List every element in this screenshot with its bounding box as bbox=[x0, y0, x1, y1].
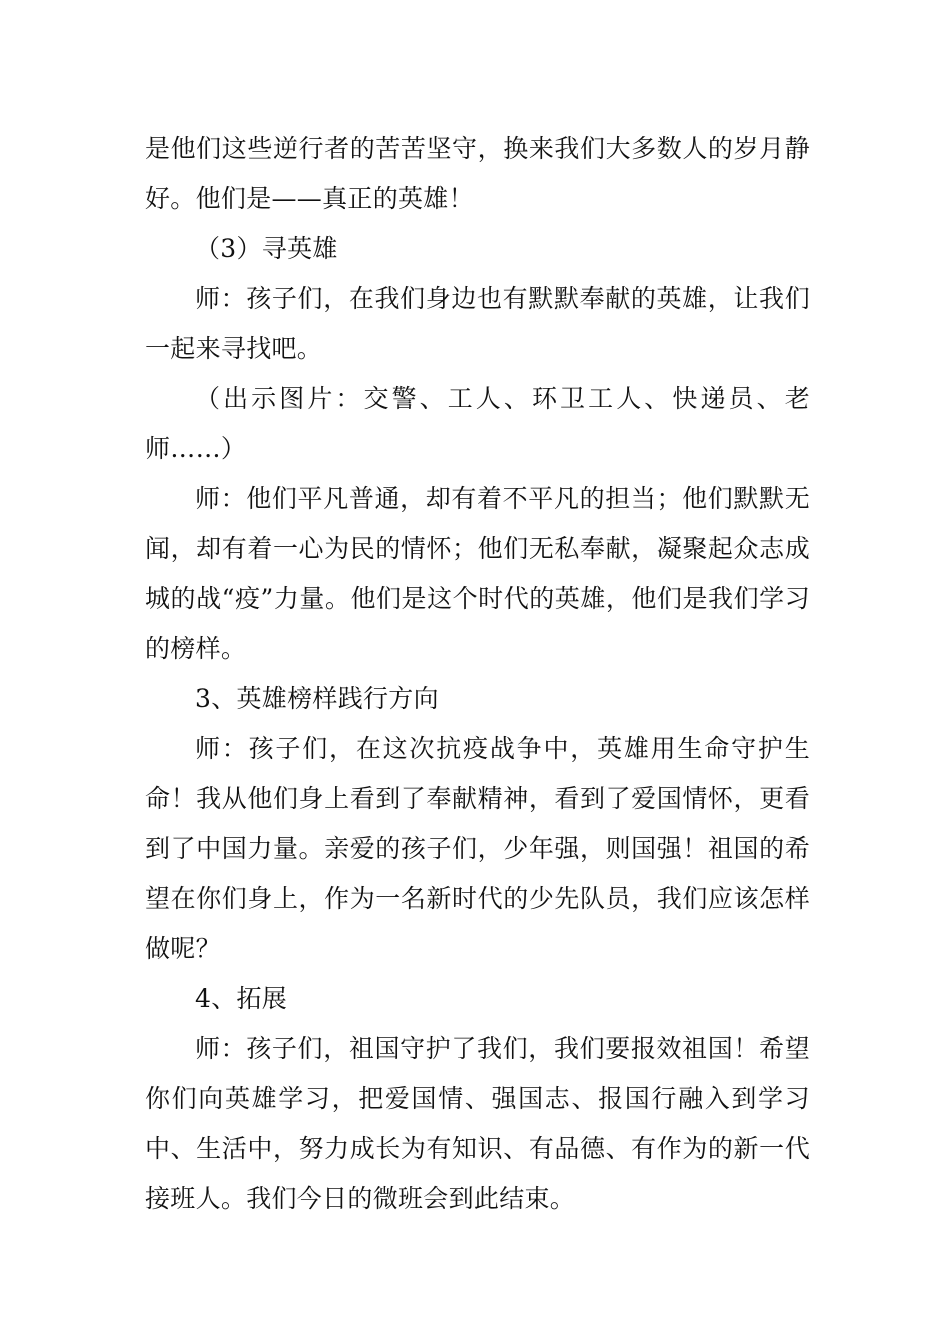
subheading-find-heroes: （3）寻英雄 bbox=[195, 234, 338, 263]
paragraph-show-pictures: （出示图片：交警、工人、环卫工人、快递员、老师……） bbox=[145, 384, 810, 463]
heading-section-3: 3、英雄榜样践行方向 bbox=[195, 684, 439, 713]
document-body bbox=[145, 124, 810, 1224]
paragraph-continuation: 是他们这些逆行者的苦苦坚守，换来我们大多数人的岁月静好。他们是——真正的英雄！ bbox=[145, 134, 810, 213]
paragraph-teacher-epidemic: 师：孩子们，在这次抗疫战争中，英雄用生命守护生命！我从他们身上看到了奉献精神，看到了爱国情怀，更看到了中国力量。亲爱的孩子们，少年强，则国强！祖国的希望在你们身上，作为一名新时代的少先队员，我们应该怎样做呢？ bbox=[145, 734, 810, 963]
paragraph-teacher-find: 师：孩子们，在我们身边也有默默奉献的英雄，让我们一起来寻找吧。 bbox=[145, 284, 810, 363]
paragraph-teacher-ordinary-heroes: 师：他们平凡普通，却有着不平凡的担当；他们默默无闻，却有着一心为民的情怀；他们无私奉献，凝聚起众志成城的战“疫”力量。他们是这个时代的英雄，他们是我们学习的榜样。 bbox=[145, 484, 810, 663]
heading-section-4: 4、拓展 bbox=[195, 984, 288, 1013]
paragraph-teacher-conclusion: 师：孩子们，祖国守护了我们，我们要报效祖国！希望你们向英雄学习，把爱国情、强国志、报国行融入到学习中、生活中，努力成长为有知识、有品德、有作为的新一代接班人。我们今日的微班会到此结束。 bbox=[145, 1034, 810, 1213]
